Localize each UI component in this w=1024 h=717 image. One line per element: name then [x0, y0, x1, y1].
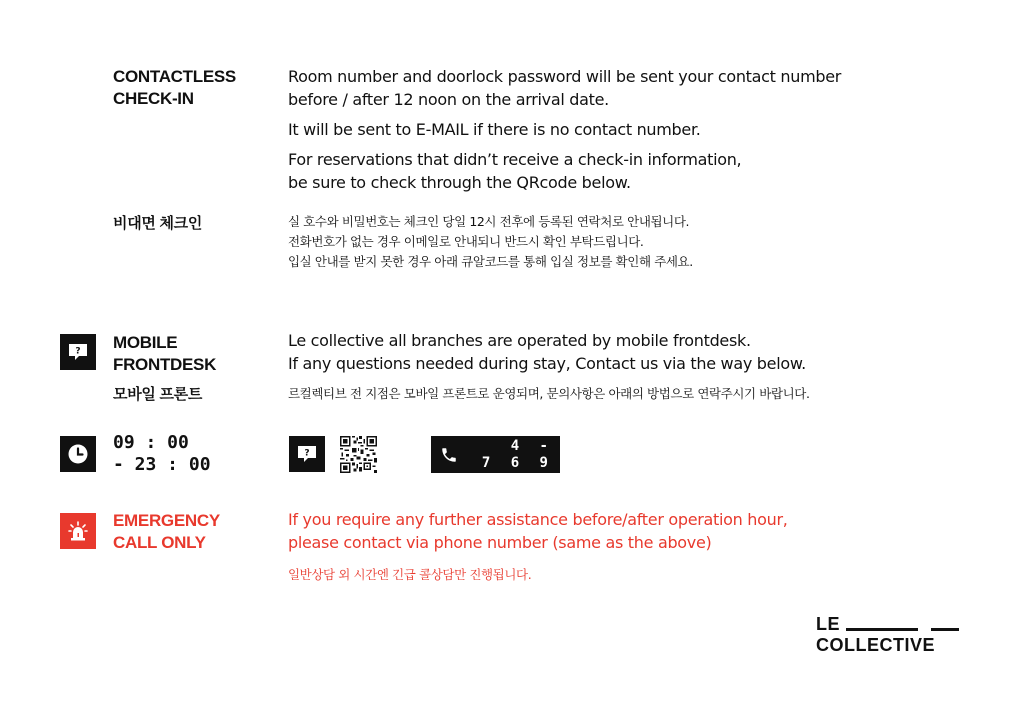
- emergency-line1: If you require any further assistance before/after operation hour,: [288, 510, 788, 529]
- le-collective-logo: [816, 614, 962, 656]
- emergency-label: [113, 510, 220, 554]
- checkin-label-line2: CHECK-IN: [113, 89, 194, 108]
- qr-code[interactable]: [340, 436, 377, 473]
- phone-icon: [440, 446, 458, 464]
- frontdesk-line1: Le collective all branches are operated by mobile frontdesk.: [288, 331, 751, 350]
- clock-icon: [60, 436, 96, 472]
- phone-number-line2: 7 6 9 4: [481, 454, 554, 488]
- emergency-text: [288, 508, 928, 554]
- svg-text:?: ?: [304, 448, 310, 459]
- frontdesk-label-line2: FRONTDESK: [113, 355, 217, 374]
- frontdesk-text-ko: 르컬렉티브 전 지점은 모바일 프론트로 운영되며, 문의사항은 아래의 방법으로 연락주시기 바랍니다.: [288, 386, 810, 401]
- siren-icon: [60, 513, 96, 549]
- hours-start: 09 : 00: [113, 432, 189, 453]
- logo-top-row: [816, 614, 962, 635]
- chat-question-icon[interactable]: [289, 436, 325, 472]
- phone-number-line1: 1 6 4 4 -: [481, 420, 554, 454]
- phone-number: [464, 421, 554, 489]
- checkin-text: [288, 65, 928, 194]
- logo-rule-left: [846, 628, 918, 631]
- checkin-para2: It will be sent to E-MAIL if there is no contact number.: [288, 120, 701, 139]
- checkin-ko-line3: 입실 안내를 받지 못한 경우 아래 큐알코드를 통해 입실 정보를 확인해 주세요.: [288, 254, 693, 269]
- frontdesk-label-line1: MOBILE: [113, 333, 178, 352]
- checkin-ko-line1: 실 호수와 비밀번호는 체크인 당일 12시 전후에 등록된 연락처로 안내됩니다.: [288, 214, 690, 229]
- logo-line1: LE: [816, 614, 841, 634]
- checkin-para3-line1: For reservations that didn’t receive a check-in information,: [288, 150, 742, 169]
- checkin-text-ko: [288, 212, 928, 272]
- checkin-label-ko: 비대면 체크인: [113, 215, 203, 232]
- hours-end: - 23 : 00: [113, 454, 211, 475]
- checkin-para1-line2: before / after 12 noon on the arrival date.: [288, 90, 609, 109]
- operating-hours: [113, 432, 211, 476]
- phone-number-box[interactable]: [431, 420, 560, 488]
- checkin-label: [113, 66, 236, 110]
- emergency-line2: please contact via phone number (same as the above): [288, 533, 712, 552]
- checkin-para3-line2: be sure to check through the QRcode below.: [288, 173, 631, 192]
- checkin-label-line1: CONTACTLESS: [113, 67, 236, 86]
- logo-rule-right: [931, 628, 959, 631]
- svg-text:?: ?: [75, 346, 81, 357]
- logo-line2: COLLECTIVE: [816, 635, 936, 655]
- frontdesk-label-ko: 모바일 프론트: [113, 386, 203, 403]
- emergency-label-line2: CALL ONLY: [113, 533, 206, 552]
- checkin-para1-line1: Room number and doorlock password will be sent your contact number: [288, 67, 842, 86]
- checkin-ko-line2: 전화번호가 없는 경우 이메일로 안내되니 반드시 확인 부탁드립니다.: [288, 234, 644, 249]
- emergency-text-ko: 일반상담 외 시간엔 긴급 콜상담만 진행됩니다.: [288, 567, 532, 582]
- chat-question-icon: [60, 334, 96, 370]
- frontdesk-line2: If any questions needed during stay, Contact us via the way below.: [288, 354, 806, 373]
- frontdesk-text: [288, 329, 928, 375]
- frontdesk-label: [113, 332, 216, 376]
- emergency-label-line1: EMERGENCY: [113, 511, 220, 530]
